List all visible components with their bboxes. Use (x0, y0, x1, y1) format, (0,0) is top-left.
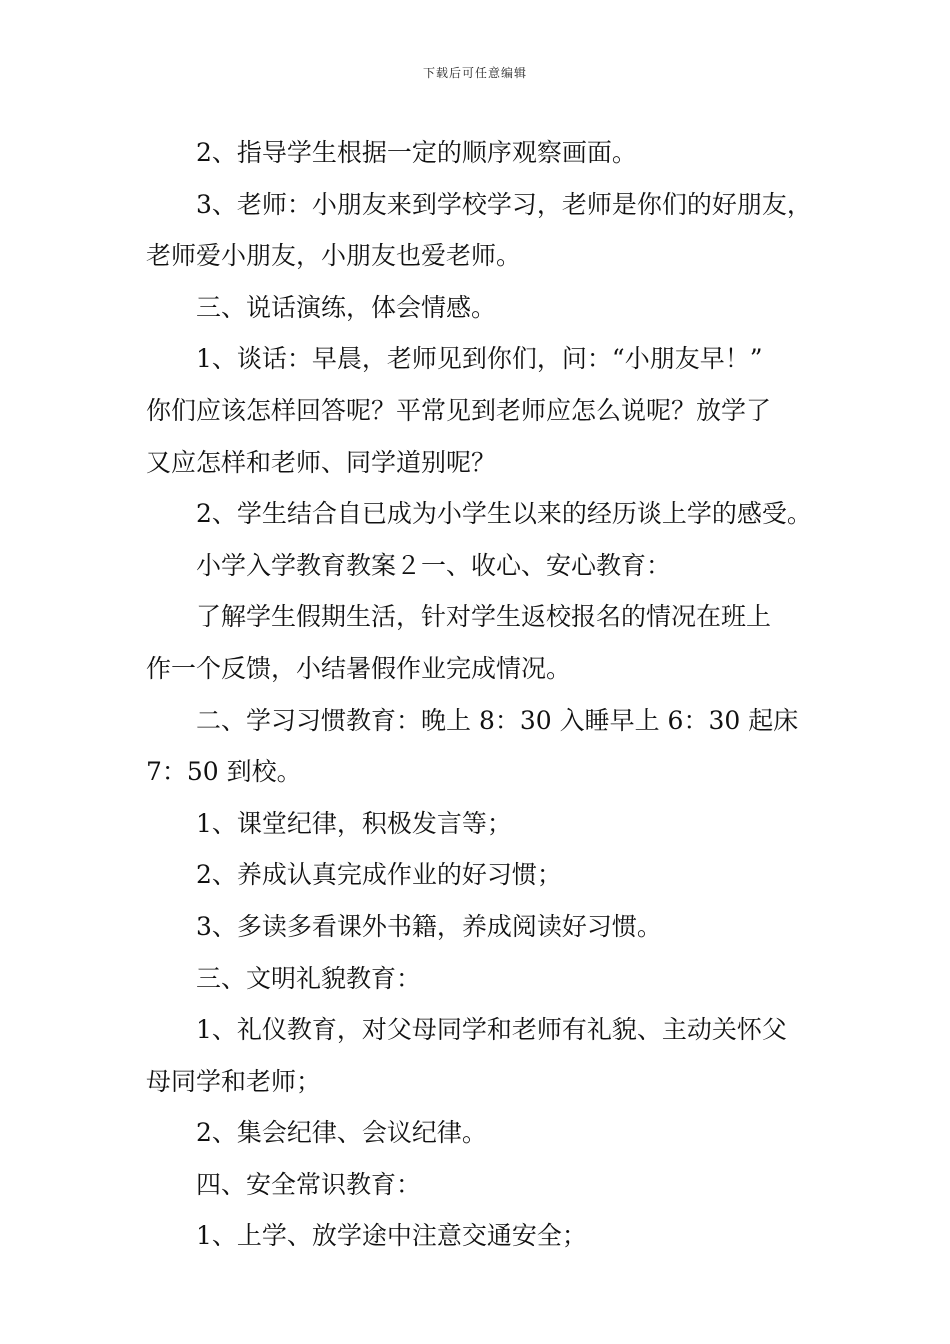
paragraph-line: 3、老师：小朋友来到学校学习，老师是你们的好朋友， (196, 189, 812, 219)
paragraph-line: 了解学生假期生活，针对学生返校报名的情况在班上 (196, 602, 772, 632)
paragraph-line: 又应怎样和老师、同学道别呢？ (146, 447, 497, 477)
list-item: 2、集会纪律、会议纪律。 (196, 1118, 487, 1148)
list-item: 1、礼仪教育，对父母同学和老师有礼貌、主动关怀父 (196, 1015, 787, 1045)
section-heading: 四、安全常识教育： (196, 1169, 422, 1199)
section-heading: 二、学习习惯教育：晚上 8：30 入睡早上 6：30 起床 (196, 705, 799, 735)
paragraph-line: 母同学和老师； (146, 1066, 322, 1096)
list-item: 2、养成认真完成作业的好习惯； (196, 860, 562, 890)
page-header: 下载后可任意编辑 (422, 66, 527, 80)
paragraph-line: 7：50 到校。 (146, 757, 302, 787)
list-item: 1、课堂纪律，积极发言等； (196, 808, 512, 838)
paragraph-line: 作一个反馈，小结暑假作业完成情况。 (146, 653, 572, 683)
section-heading: 三、文明礼貌教育： (196, 963, 422, 993)
document-body (146, 127, 836, 1262)
paragraph-line: 你们应该怎样回答呢？平常见到老师应怎么说呢？放学了 (146, 395, 772, 425)
paragraph-line: 老师爱小朋友，小朋友也爱老师。 (146, 241, 522, 271)
paragraph-line: 1、谈话：早晨，老师见到你们，问：“小朋友早！” (196, 344, 763, 374)
paragraph-line: 2、学生结合自已成为小学生以来的经历谈上学的感受。 (196, 499, 812, 529)
section-heading: 三、说话演练，体会情感。 (196, 292, 497, 322)
list-item: 3、多读多看课外书籍，养成阅读好习惯。 (196, 911, 662, 941)
list-item: 1、上学、放学途中注意交通安全； (196, 1221, 587, 1251)
paragraph-line: 2、指导学生根据一定的顺序观察画面。 (196, 138, 637, 167)
section-heading: 小学入学教育教案２一、收心、安心教育： (196, 550, 672, 580)
